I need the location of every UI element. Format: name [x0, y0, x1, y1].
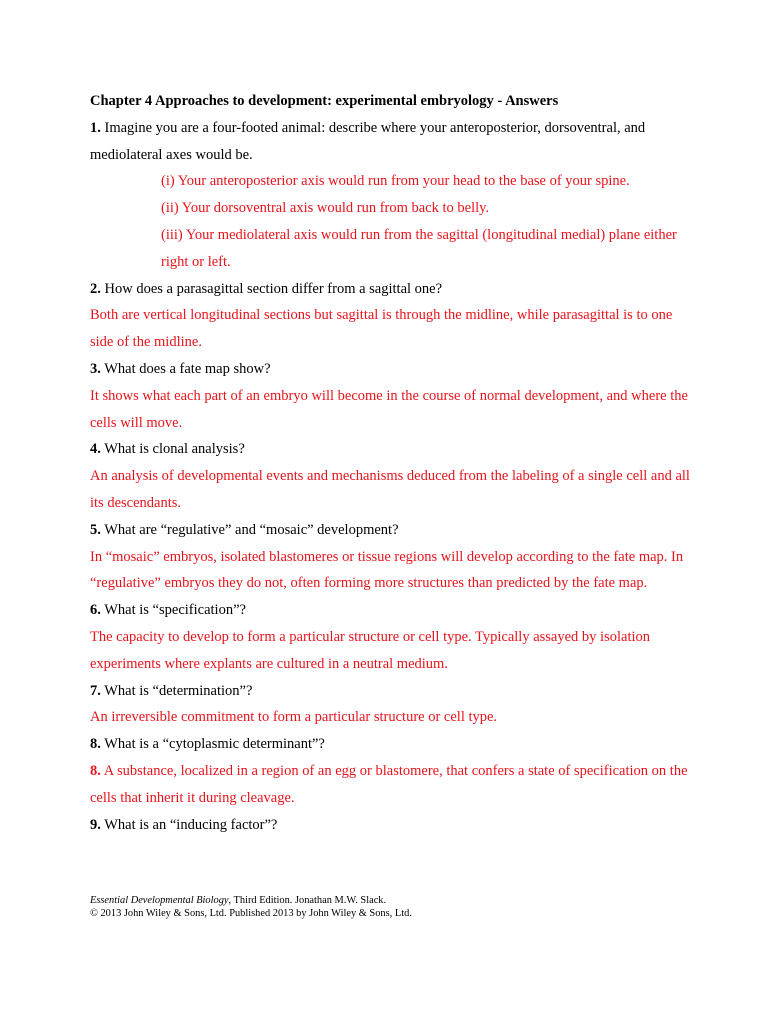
copyright-notice: © 2013 John Wiley & Sons, Ltd. Published 2013 by John Wiley & Sons, Ltd. [90, 908, 412, 919]
question-number: 3. [90, 360, 101, 377]
book-edition: , Third Edition. Jonathan M.W. Slack. [228, 895, 387, 906]
answer-2: Both are vertical longitudinal sections but sagittal is through the midline, while parasagittal is to one side of the midline. [90, 307, 673, 351]
book-citation [90, 894, 412, 907]
question-number: 8. [90, 736, 101, 753]
question-number: 5. [90, 521, 101, 538]
answer-8 [90, 758, 690, 812]
answer-1-iii: (iii) Your mediolateral axis would run from the sagittal (longitudinal medial) plane either right or left. [161, 226, 677, 270]
question-number: 7. [90, 682, 101, 699]
question-text: What is “determination”? [100, 682, 253, 699]
question-text: What are “regulative” and “mosaic” development? [100, 521, 399, 538]
question-9 [90, 812, 690, 839]
answer-6: The capacity to develop to form a particular structure or cell type. Typically assayed by isolation experiments where explants are cultured in a neutral medium. [90, 628, 650, 672]
question-8 [90, 731, 690, 758]
question-6 [90, 597, 690, 624]
answer-1-i: (i) Your anteroposterior axis would run from your head to the base of your spine. [161, 173, 630, 190]
question-number: 6. [90, 602, 101, 619]
question-text: What is a “cytoplasmic determinant”? [100, 736, 325, 753]
question-4 [90, 436, 690, 463]
answer-3: It shows what each part of an embryo will become in the course of normal development, and where the cells will move. [90, 387, 688, 431]
answer-5: In “mosaic” embryos, isolated blastomeres or tissue regions will develop according to the fate map. In “regulative” embryos they do not, often forming more structures than predicted by the fate map. [90, 548, 684, 592]
question-text: What is “specification”? [100, 602, 246, 619]
answer-7: An irreversible commitment to form a particular structure or cell type. [90, 709, 498, 726]
question-2 [90, 276, 690, 303]
question-text: How does a parasagittal section differ from a sagittal one? [100, 280, 443, 297]
answer-number: 8. [90, 762, 101, 779]
question-number: 2. [90, 280, 101, 297]
question-1 [90, 115, 690, 169]
document-page [90, 88, 690, 838]
page-footer [90, 894, 412, 920]
question-text: What does a fate map show? [100, 360, 271, 377]
question-text: Imagine you are a four-footed animal: describe where your anteroposterior, dorsoventral, and mediolateral axes would be. [90, 119, 646, 163]
question-number: 1. [90, 119, 101, 136]
answer-1-ii: (ii) Your dorsoventral axis would run from back to belly. [161, 200, 490, 217]
book-title: Essential Developmental Biology [90, 895, 229, 906]
answer-text: A substance, localized in a region of an egg or blastomere, that confers a state of specification on the cells that inherit it during cleavage. [90, 762, 688, 806]
question-text: What is an “inducing factor”? [100, 816, 278, 833]
answer-4: An analysis of developmental events and mechanisms deduced from the labeling of a single cell and all its descendants. [90, 468, 690, 511]
chapter-title: Chapter 4 Approaches to development: experimental embryology - Answers [90, 93, 559, 109]
question-number: 9. [90, 816, 101, 833]
question-text: What is clonal analysis? [100, 441, 245, 458]
question-3 [90, 356, 690, 383]
question-number: 4. [90, 441, 101, 458]
question-5 [90, 517, 690, 544]
question-7 [90, 678, 690, 705]
